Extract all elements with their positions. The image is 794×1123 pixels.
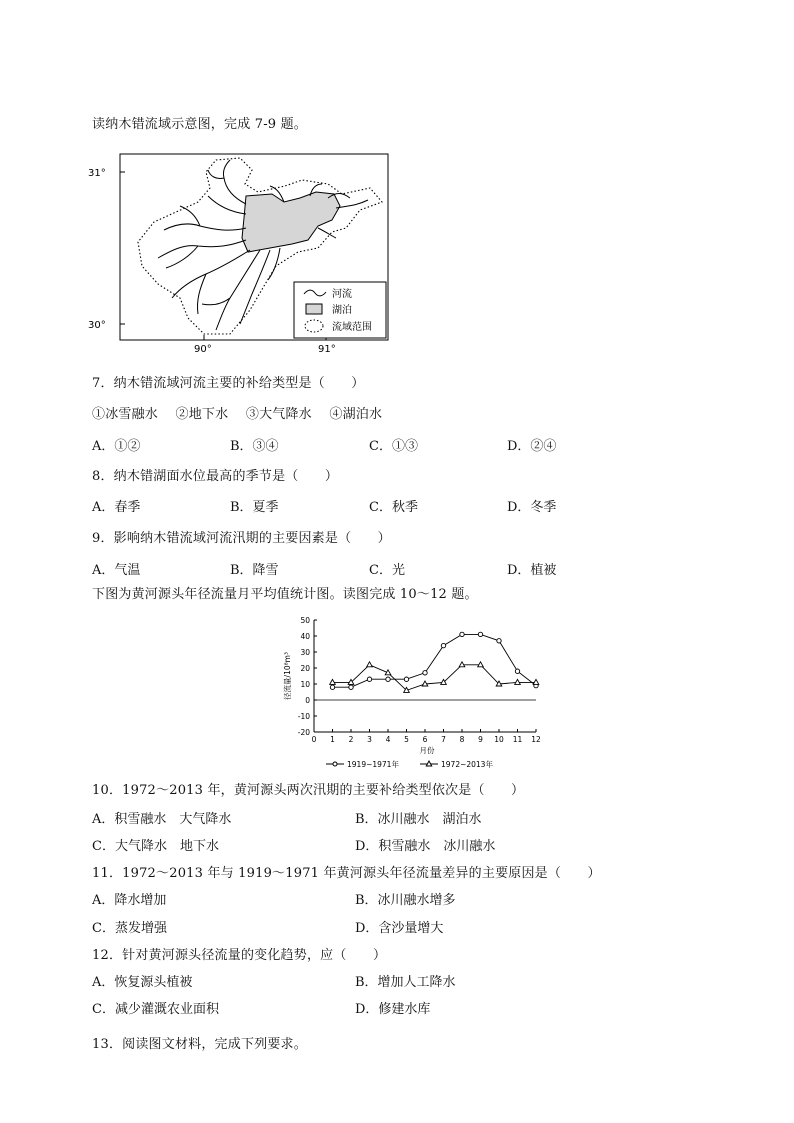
series-1-point [460,632,464,636]
q12-option-c[interactable]: C．减少灌溉农业面积 [92,1002,219,1017]
q9-option-c[interactable]: C．光 [369,563,405,578]
q11-option-d[interactable]: D．含沙量增大 [355,921,444,936]
series-1-point [441,643,445,647]
x-tick-label: 5 [404,735,409,744]
q12-option-d[interactable]: D．修建水库 [355,1002,431,1017]
series-2-point [478,662,484,667]
namco-basin-map [80,148,400,358]
q9-option-a[interactable]: A．气温 [92,563,141,578]
series-2-point [533,679,539,684]
q11-option-c[interactable]: C．蒸发增强 [92,921,167,936]
y-tick-label: -10 [297,712,310,721]
x-tick-label: 6 [422,735,428,744]
y-tick-label: 50 [300,616,310,625]
x-tick-label: 2 [348,735,354,744]
series-1-point [330,685,334,689]
lat-label-top: 31° [88,168,106,179]
q10-stem: 10．1972～2013 年，黄河源头两次汛期的主要补给类型依次是（ ） [92,783,525,798]
intro-text-2: 下图为黄河源头年径流量月平均值统计图。读图完成 10～12 题。 [92,587,478,602]
series-1-point [404,677,408,681]
q9-option-b[interactable]: B．降雪 [230,563,279,578]
x-tick-label: 7 [441,735,446,744]
series-line-1 [333,634,537,687]
series-2-point [515,679,521,684]
y-tick-label: 30 [300,648,310,657]
lat-label-bottom: 30° [88,320,106,331]
series-1-point [478,632,482,636]
y-axis-title: 径流量/10⁸m³ [283,652,292,700]
q7-option-d[interactable]: D．②④ [507,439,557,454]
x-tick-label: 10 [494,735,504,744]
legend-marker-1 [333,762,337,766]
q7-option-c[interactable]: C．①③ [369,439,418,454]
series-1-point [423,671,427,675]
x-tick-label: 1 [330,735,335,744]
series-1-point [515,669,519,673]
y-tick-label: -20 [297,728,310,737]
series-1-point [497,639,501,643]
x-tick-label: 3 [367,735,372,744]
q10-option-a[interactable]: A．积雪融水 大气降水 [92,812,232,827]
series-2-point [330,679,336,684]
lon-label-right: 91° [318,344,336,355]
y-tick-label: 40 [300,632,310,641]
q10-option-d[interactable]: D．积雪融水 冰川融水 [355,839,496,854]
x-tick-label: 9 [478,735,483,744]
series-2-point [367,662,373,667]
lake-legend-icon [306,304,322,314]
q13-stem: 13．阅读图文材料，完成下列要求。 [92,1037,307,1052]
y-tick-label: 10 [300,680,310,689]
q10-option-c[interactable]: C．大气降水 地下水 [92,839,219,854]
q11-option-b[interactable]: B．冰川融水增多 [355,893,456,908]
q10-option-b[interactable]: B．冰川融水 湖泊水 [355,812,482,827]
q12-option-b[interactable]: B．增加人工降水 [355,975,456,990]
intro-text-1: 读纳木错流域示意图，完成 7-9 题。 [92,117,307,132]
x-tick-label: 0 [311,735,317,744]
series-1-point [367,677,371,681]
legend-basin-label: 流域范围 [332,322,372,333]
q9-option-d[interactable]: D．植被 [507,563,557,578]
q8-stem: 8．纳木错湖面水位最高的季节是（ ） [92,469,339,484]
q11-option-a[interactable]: A．降水增加 [92,893,167,908]
y-tick-label: 0 [305,696,310,705]
series-2-point [459,662,465,667]
q7-stem: 7．纳木错流域河流主要的补给类型是（ ） [92,376,365,391]
x-tick-label: 4 [385,735,391,744]
legend-label-1: 1919~1971年 [347,760,399,769]
q12-stem: 12．针对黄河源头径流量的变化趋势，应（ ） [92,948,387,963]
q7-option-b[interactable]: B．③④ [230,439,279,454]
legend-lake-label: 湖泊 [332,305,352,316]
q11-stem: 11．1972～2013 年与 1919～1971 年黄河源头年径流量差异的主要原因是（ ） [92,866,601,881]
map-legend [294,282,386,338]
series-line-2 [333,665,537,691]
x-tick-label: 12 [531,735,541,744]
q7-items: ①冰雪融水 ②地下水 ③大气降水 ④湖泊水 [92,407,383,422]
q8-option-c[interactable]: C．秋季 [369,500,418,515]
y-tick-label: 20 [300,664,310,673]
legend-river-label: 河流 [332,289,352,300]
q8-option-a[interactable]: A．春季 [92,500,141,515]
lake-shape [242,192,340,252]
x-axis-title: 月份 [419,746,435,755]
q8-option-b[interactable]: B．夏季 [230,500,279,515]
lon-label-left: 90° [194,344,212,355]
series-1-point [386,677,390,681]
x-tick-label: 11 [512,735,523,744]
runoff-line-chart [278,610,548,780]
legend-marker-2 [426,761,431,766]
q12-option-a[interactable]: A．恢复源头植被 [92,975,193,990]
q9-stem: 9．影响纳木错流域河流汛期的主要因素是（ ） [92,531,391,546]
legend-label-2: 1972~2013年 [441,760,493,769]
x-tick-label: 8 [459,735,465,744]
series-1-point [349,685,353,689]
q8-option-d[interactable]: D．冬季 [507,500,557,515]
q7-option-a[interactable]: A．①② [92,439,141,454]
